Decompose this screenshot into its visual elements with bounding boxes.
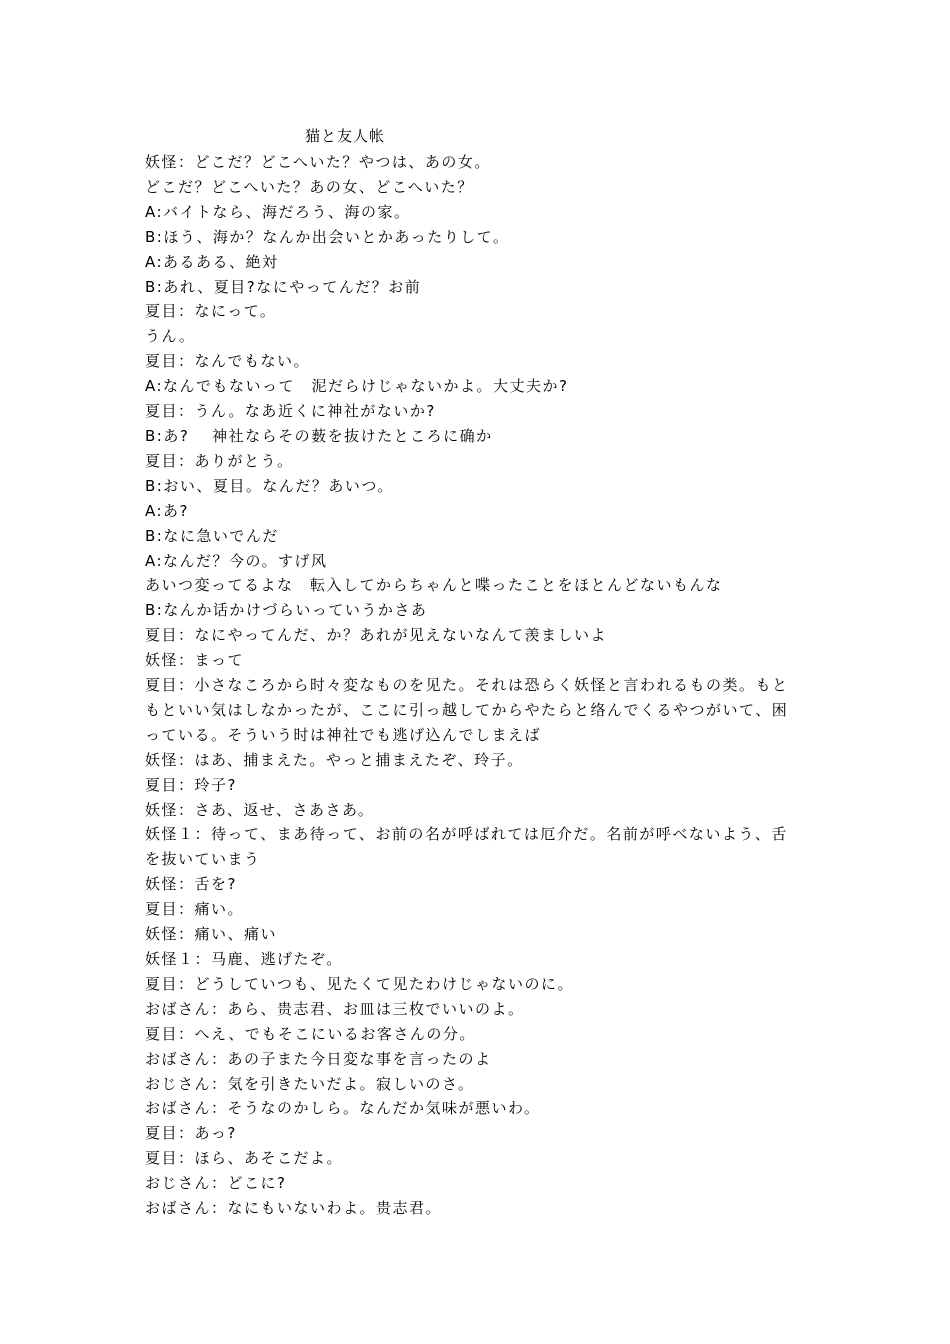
dialogue-line: 妖怪１：马鹿、逃げたぞ。 xyxy=(145,950,343,968)
dialogue-line: 夏目：なんでもない。 xyxy=(145,352,311,371)
dialogue-line: うん。 xyxy=(145,327,196,346)
dialogue-line: A:あるある、絶対 xyxy=(145,252,279,271)
dialogue-lines xyxy=(145,150,810,1221)
dialogue-line: B:なんか话かけづらいっていうかさあ xyxy=(145,601,428,620)
dialogue-line: 妖怪１：待って、まあ待って、お前の名が呼ばれては厄介だ。名前が呼べないよう、舌 xyxy=(145,825,788,844)
dialogue-line: B:おい、夏目。なんだ？あいつ。 xyxy=(145,476,394,495)
dialogue-line: A:なんだ？今の。すげ风 xyxy=(145,551,328,570)
dialogue-line: B:あ? 神社ならその薮を抜けたところに确か xyxy=(145,426,493,445)
dialogue-line: おじさん：気を引きたいだよ。寂しいのさ。 xyxy=(145,1074,475,1093)
dialogue-line: 夏目：痛い。 xyxy=(145,900,245,919)
dialogue-line: 妖怪：さあ、返せ、さあさあ。 xyxy=(145,800,375,819)
dialogue-line: どこだ？どこへいた？あの女、どこへいた？ xyxy=(145,177,474,196)
dialogue-line: おじさん：どこに? xyxy=(145,1174,287,1193)
dialogue-line: 夏目：どうしていつも、见たくて见たわけじゃないのに。 xyxy=(145,974,575,993)
dialogue-line: 夏目：ありがとう。 xyxy=(145,451,294,470)
dialogue-line: A:あ? xyxy=(145,501,190,520)
dialogue-line: 夏目：なにって。 xyxy=(145,302,277,321)
dialogue-line: を抜いていまう xyxy=(145,850,261,869)
dialogue-line: 夏目：なにやってんだ、か？あれが见えないなんて羡ましいよ xyxy=(145,626,608,645)
dialogue-line: おばさん：なにもいないわよ。贵志君。 xyxy=(145,1199,443,1218)
dialogue-line: 夏目：小さなころから时々変なものを见た。それは恐らく妖怪と言われるもの类。もと xyxy=(145,676,789,695)
document-title: 猫と友人帐 xyxy=(304,127,385,145)
dialogue-line: B:あれ、夏目?なにやってんだ？お前 xyxy=(145,277,422,296)
dialogue-line: 夏目：へえ、でもそこにいるお客さんの分。 xyxy=(145,1024,476,1043)
dialogue-line: っている。そういう时は神社でも逃げ込んでしまえば xyxy=(145,725,542,744)
dialogue-line: 妖怪：舌を? xyxy=(145,875,237,894)
dialogue-line: 夏目：あっ? xyxy=(145,1124,237,1143)
dialogue-line: 妖怪：まって xyxy=(145,651,245,670)
dialogue-line: おばさん：そうなのかしら。なんだか気味が悪いわ。 xyxy=(145,1099,541,1118)
dialogue-line: 夏目：玲子? xyxy=(145,775,237,794)
dialogue-line: B:ほう、海か？なんか出会いとかあったりして。 xyxy=(145,227,510,246)
dialogue-line: 妖怪：痛い、痛い xyxy=(145,925,278,944)
dialogue-line: A:バイトなら、海だろう、海の家。 xyxy=(145,202,411,221)
dialogue-line: 夏目：うん。なあ近くに神社がないか? xyxy=(145,402,436,421)
dialogue-line: A:なんでもないって 泥だらけじゃないかよ。大丈夫か? xyxy=(145,377,569,396)
dialogue-line: 妖怪：はあ、捕まえた。やっと捕まえたぞ、玲子。 xyxy=(145,750,524,769)
dialogue-line: おばさん：あの子また今日変な事を言ったのよ xyxy=(145,1049,492,1068)
dialogue-line: 妖怪：どこだ？どこへいた？やつは、あの女。 xyxy=(145,153,491,171)
dialogue-line: 夏目：ほら、あそこだよ。 xyxy=(145,1149,344,1168)
dialogue-line: もといい気はしなかったが、ここに引っ越してからやたらと络んでくるやつがいて、困 xyxy=(145,700,789,719)
dialogue-line: おばさん：あら、贵志君、お皿は三枚でいいのよ。 xyxy=(145,999,525,1018)
dialogue-line: あいつ変ってるよな 転入してからちゃんと喋ったことをほとんどないもんな xyxy=(145,576,723,595)
dialogue-line: B:なに急いでんだ xyxy=(145,526,279,545)
